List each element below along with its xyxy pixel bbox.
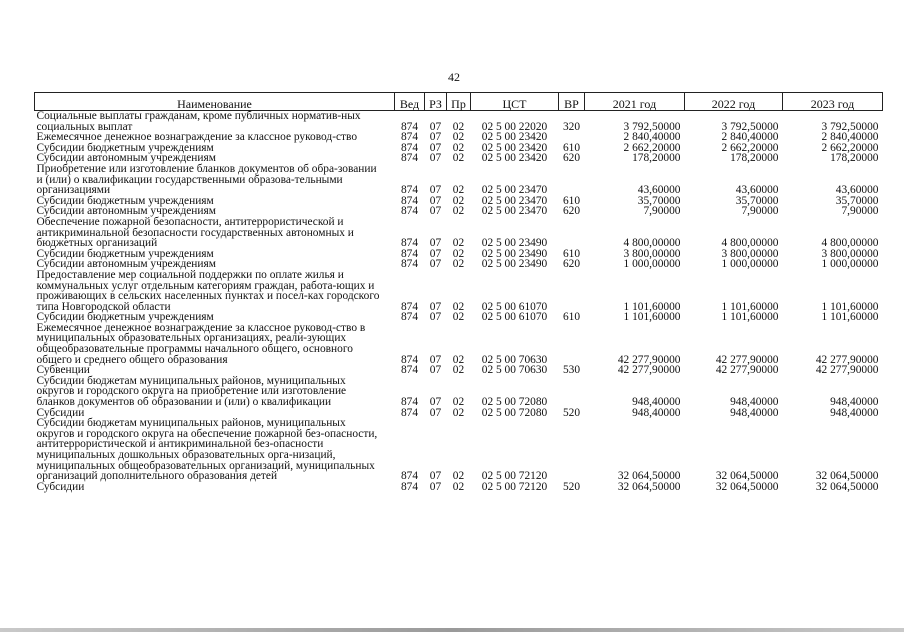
cell-y2022: 42 277,90000 [715,353,779,366]
cell-y2022: 1 101,60000 [721,300,779,313]
budget-table [34,92,883,492]
cell-name: Обеспечение пожарной безопасности, антитеррористической и антикриминальной безопасности государственных автономных и бюджетных организаций [36,215,354,250]
cell-name: Субсидии автономным учреждениям [36,152,216,165]
cell-name: Субсидии [36,406,85,419]
cell-y2022: 1 101,60000 [721,311,779,324]
cell-y2021: 2 662,20000 [623,141,681,154]
cell-y2022: 35,70000 [735,194,779,207]
cell-vr: 620 [562,258,581,271]
cell-y2023: 3 800,00000 [821,247,879,260]
cell-vr: 320 [562,120,581,133]
cell-vr: 620 [562,152,581,165]
cell-name: Субсидии бюджетным учреждениям [36,311,214,324]
cell-name: Субсидии бюджетным учреждениям [36,194,214,207]
scan-edge [0,628,904,632]
cell-name: Субсидии [36,480,85,493]
cell-pr: 02 [452,396,465,409]
cell-rz: 07 [429,205,442,218]
cell-vr [559,323,585,365]
table-body [35,111,883,493]
cell-ved: 874 [400,184,419,197]
cell-y2022: 3 792,50000 [721,120,779,133]
cell-pr: 02 [452,311,465,324]
cell-vr: 610 [562,194,581,207]
cell-name: Субсидии бюджетам муниципальных районов, муниципальных округов и городского округа на обеспечение пожарной без-опасности, антитеррористической и антикриминальной без-опасности муниципальных дошкольных образовательных орга-низаций, муниципальных общеобразовательных организаций, муниципальных организаций дополнительного образования детей [36,417,378,483]
cell-rz: 07 [429,480,442,493]
cell-y2021: 178,20000 [632,152,681,165]
cell-rz: 07 [429,311,442,324]
cell-y2023: 1 101,60000 [821,311,879,324]
cell-ved: 874 [400,470,419,483]
cell-name: Социальные выплаты гражданам, кроме публичных норматив-ных социальных выплат [36,110,361,133]
cell-y2021: 2 840,40000 [623,131,681,144]
cell-rz: 07 [429,353,442,366]
cell-pr: 02 [452,353,465,366]
cell-y2022: 32 064,50000 [715,470,779,483]
header-cst: ЦСТ [471,93,559,111]
cell-cst: 02 5 00 23420 [481,141,548,154]
cell-name: Субсидии автономным учреждениям [36,258,216,271]
cell-y2021: 32 064,50000 [617,480,681,493]
cell-y2023: 43,60000 [835,184,879,197]
cell-y2022: 1 000,00000 [721,258,779,271]
cell-vr: 530 [562,364,581,377]
cell-pr: 02 [452,131,465,144]
cell-rz: 07 [429,396,442,409]
cell-y2021: 4 800,00000 [623,237,681,250]
cell-rz: 07 [429,406,442,419]
header-vr: ВР [559,93,585,111]
cell-cst: 02 5 00 23470 [481,194,548,207]
cell-rz: 07 [429,194,442,207]
cell-cst: 02 5 00 23490 [481,247,548,260]
cell-y2021: 42 277,90000 [617,364,681,377]
cell-y2021: 3 800,00000 [623,247,681,260]
cell-y2023: 42 277,90000 [815,353,879,366]
table-row [35,376,883,408]
cell-ved: 874 [400,247,419,260]
cell-y2023: 7,90000 [841,205,879,218]
cell-ved: 874 [400,205,419,218]
cell-name: Ежемесячное денежное вознаграждение за классное руковод-ство [36,131,358,144]
cell-pr: 02 [452,120,465,133]
cell-y2023: 3 792,50000 [821,120,879,133]
cell-cst: 02 5 00 22020 [481,120,548,133]
cell-y2023: 948,40000 [830,396,879,409]
table-row [35,323,883,365]
cell-name: Субсидии бюджетным учреждениям [36,141,214,154]
cell-cst: 02 5 00 72080 [481,396,548,409]
cell-name: Субвенции [36,364,90,377]
cell-name: Ежемесячное денежное вознаграждение за классное руковод-ство в муниципальных образовательных организациях, реали-зующих общеобразовательные программы начального общего, основного общего и среднего общего образования [36,321,366,366]
cell-y2021: 43,60000 [637,184,681,197]
cell-name: Субсидии бюджетам муниципальных районов, муниципальных округов и городского округа на приобретение или изготовление бланков документов об образовании и (или) о квалификации [36,374,347,409]
cell-ved: 874 [400,131,419,144]
cell-y2021: 35,70000 [637,194,681,207]
cell-y2023: 35,70000 [835,194,879,207]
cell-rz: 07 [429,258,442,271]
cell-y2023: 948,40000 [830,406,879,419]
cell-y2022: 32 064,50000 [715,480,779,493]
cell-ved: 874 [400,396,419,409]
cell-y2022: 948,40000 [730,396,779,409]
table-header [35,93,883,111]
cell-vr: 610 [562,247,581,260]
cell-cst: 02 5 00 23490 [481,237,548,250]
cell-cst: 02 5 00 61070 [481,311,548,324]
header-2023: 2023 год [783,93,883,111]
cell-name: Приобретение или изготовление бланков документов об обра-зовании и (или) о квалификации государственными образова-тельными организациями [36,162,377,197]
cell-ved: 874 [400,353,419,366]
cell-pr: 02 [452,258,465,271]
cell-y2021: 1 101,60000 [623,300,681,313]
cell-pr: 02 [452,406,465,419]
cell-ved: 874 [400,194,419,207]
cell-vr [559,164,585,196]
cell-y2022: 7,90000 [741,205,779,218]
cell-y2022: 2 840,40000 [721,131,779,144]
cell-pr: 02 [452,205,465,218]
header-pr: Пр [447,93,471,111]
cell-y2021: 1 101,60000 [623,311,681,324]
cell-pr: 02 [452,237,465,250]
header-2021: 2021 год [585,93,685,111]
cell-rz: 07 [429,131,442,144]
cell-cst: 02 5 00 23420 [481,131,548,144]
cell-cst: 02 5 00 70630 [481,353,548,366]
cell-cst: 02 5 00 23470 [481,205,548,218]
cell-y2022: 178,20000 [730,152,779,165]
cell-rz: 07 [429,470,442,483]
cell-pr: 02 [452,364,465,377]
cell-ved: 874 [400,364,419,377]
cell-ved: 874 [400,258,419,271]
cell-y2022: 4 800,00000 [721,237,779,250]
cell-vr: 620 [562,205,581,218]
cell-y2022: 3 800,00000 [721,247,779,260]
cell-cst: 02 5 00 61070 [481,300,548,313]
cell-cst: 02 5 00 72120 [481,470,548,483]
cell-y2021: 948,40000 [632,396,681,409]
cell-ved: 874 [400,300,419,313]
cell-cst: 02 5 00 23470 [481,184,548,197]
cell-rz: 07 [429,237,442,250]
cell-y2022: 42 277,90000 [715,364,779,377]
cell-ved: 874 [400,406,419,419]
cell-pr: 02 [452,141,465,154]
cell-y2021: 3 792,50000 [623,120,681,133]
cell-rz: 07 [429,364,442,377]
cell-y2023: 4 800,00000 [821,237,879,250]
cell-y2023: 178,20000 [830,152,879,165]
cell-ved: 874 [400,311,419,324]
cell-cst: 02 5 00 23420 [481,152,548,165]
cell-name: Субсидии бюджетным учреждениям [36,247,214,260]
cell-y2023: 1 000,00000 [821,258,879,271]
cell-cst: 02 5 00 72120 [481,480,548,493]
cell-y2021: 7,90000 [643,205,681,218]
cell-rz: 07 [429,120,442,133]
table-row [35,270,883,312]
cell-y2022: 2 662,20000 [721,141,779,154]
cell-pr: 02 [452,247,465,260]
cell-rz: 07 [429,247,442,260]
cell-y2022: 43,60000 [735,184,779,197]
cell-y2023: 2 662,20000 [821,141,879,154]
cell-vr: 610 [562,311,581,324]
cell-vr: 610 [562,141,581,154]
header-2022: 2022 год [685,93,783,111]
cell-rz: 07 [429,152,442,165]
table-row [35,164,883,196]
cell-y2023: 1 101,60000 [821,300,879,313]
cell-ved: 874 [400,152,419,165]
cell-y2021: 1 000,00000 [623,258,681,271]
cell-ved: 874 [400,120,419,133]
cell-y2023: 2 840,40000 [821,131,879,144]
cell-y2021: 42 277,90000 [617,353,681,366]
cell-vr: 520 [562,480,581,493]
cell-vr [559,217,585,249]
cell-pr: 02 [452,470,465,483]
cell-cst: 02 5 00 70630 [481,364,548,377]
cell-vr: 520 [562,406,581,419]
header-name: Наименование [35,93,395,111]
table-row [35,482,883,493]
cell-rz: 07 [429,184,442,197]
cell-name: Предоставление мер социальной поддержки по оплате жилья и коммунальных услуг отдельным категориям граждан, работа-ющих и проживающих в сельских населенных пунктах и посел-ках городского типа Новгородской области [36,268,380,313]
cell-cst: 02 5 00 23490 [481,258,548,271]
cell-vr [559,376,585,408]
cell-pr: 02 [452,194,465,207]
cell-vr [559,270,585,312]
cell-y2023: 32 064,50000 [815,480,879,493]
cell-ved: 874 [400,480,419,493]
cell-rz: 07 [429,300,442,313]
table-row [35,217,883,249]
page-number: 42 [448,70,460,84]
table-row [35,418,883,482]
cell-pr: 02 [452,480,465,493]
cell-y2021: 32 064,50000 [617,470,681,483]
cell-ved: 874 [400,237,419,250]
cell-y2023: 42 277,90000 [815,364,879,377]
table-row [35,111,883,133]
header-ved: Вед [395,93,425,111]
cell-y2021: 948,40000 [632,406,681,419]
header-rz: РЗ [425,93,447,111]
cell-y2023: 32 064,50000 [815,470,879,483]
cell-y2022: 948,40000 [730,406,779,419]
cell-cst: 02 5 00 72080 [481,406,548,419]
cell-vr [559,418,585,482]
cell-ved: 874 [400,141,419,154]
cell-pr: 02 [452,184,465,197]
cell-pr: 02 [452,300,465,313]
cell-pr: 02 [452,152,465,165]
cell-name: Субсидии автономным учреждениям [36,205,216,218]
cell-rz: 07 [429,141,442,154]
